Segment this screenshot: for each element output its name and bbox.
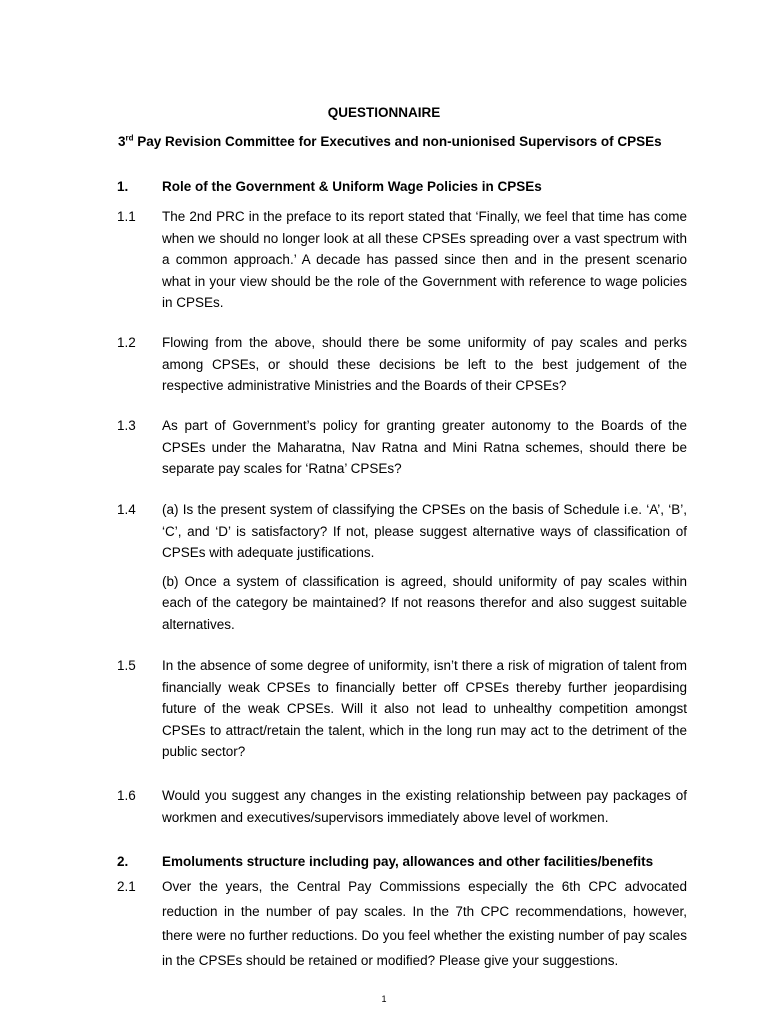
section-title: Emoluments structure including pay, allowances and other facilities/benefits	[162, 854, 654, 869]
question-item-1-4	[117, 499, 687, 635]
section-heading-2	[117, 854, 697, 869]
page-number: 1	[381, 994, 387, 1004]
question-number: 1.4	[117, 502, 136, 517]
question-item-1-6	[117, 785, 687, 828]
question-number: 1.2	[117, 335, 136, 350]
question-number: 1.6	[117, 788, 136, 803]
question-item-1-2	[117, 332, 687, 397]
question-text-b: (b) Once a system of classification is agreed, should uniformity of pay scales within each of the category be maintained? If not reasons therefor and also suggest suitable alternatives.	[162, 573, 687, 632]
document-subtitle	[118, 134, 662, 149]
question-item-2-1	[117, 875, 687, 973]
question-text-a: (a) Is the present system of classifying the CPSEs on the basis of Schedule i.e. ‘A’, ‘B’, ‘C’, and ‘D’ is satisfactory? If not, please suggest alternative ways of classification of CPSEs with adequate justifications.	[162, 502, 687, 560]
subtitle-superscript: rd	[125, 133, 134, 143]
section-heading-1	[117, 179, 697, 194]
question-text: The 2nd PRC in the preface to its report stated that ‘Finally, we feel that time has come when we should no longer look at all these CPSEs spreading over a vast spectrum with a common approach.’ A decade has passed since then and in the present scenario what in your view should be the role of the Government with reference to wage policies in CPSEs.	[162, 209, 687, 310]
question-text: Would you suggest any changes in the existing relationship between pay packages of workmen and executives/supervisors immediately above level of workmen.	[162, 788, 687, 825]
question-number: 2.1	[117, 879, 136, 894]
section-number: 1.	[117, 179, 129, 194]
question-number: 1.3	[117, 418, 136, 433]
question-text: As part of Government’s policy for granting greater autonomy to the Boards of the CPSEs under the Maharatna, Nav Ratna and Mini Ratna schemes, should there be separate pay scales for ‘Ratna’ CPSEs?	[162, 418, 687, 476]
question-item-1-3	[117, 415, 687, 480]
section-number: 2.	[117, 854, 129, 869]
question-item-1-5	[117, 655, 687, 763]
subtitle-rest: Pay Revision Committee for Executives and non-unionised Supervisors of CPSEs	[133, 134, 662, 149]
question-text: Flowing from the above, should there be some uniformity of pay scales and perks among CPSEs, or should these decisions be left to the best judgement of the respective administrative Ministries and the Boards of their CPSEs?	[162, 335, 687, 393]
question-text: Over the years, the Central Pay Commissions especially the 6th CPC advocated reduction in the number of pay scales. In the 7th CPC recommendations, however, there were no further reductions. Do you feel whether the existing number of pay scales in the CPSEs should be retained or modified? Please give your suggestions.	[162, 879, 687, 968]
section-title: Role of the Government & Uniform Wage Policies in CPSEs	[162, 179, 542, 194]
question-text: In the absence of some degree of uniformity, isn’t there a risk of migration of talent from financially weak CPSEs to financially better off CPSEs thereby further jeopardising future of the weak CPSEs. Will it also not lead to unhealthy competition amongst CPSEs to attract/retain the talent, which in the long run may act to the detriment of the public sector?	[162, 658, 687, 759]
question-number: 1.5	[117, 658, 136, 673]
question-item-1-1	[117, 206, 687, 314]
question-number: 1.1	[117, 209, 136, 224]
document-title: QUESTIONNAIRE	[327, 105, 441, 120]
subtitle-prefix: 3	[118, 134, 126, 149]
